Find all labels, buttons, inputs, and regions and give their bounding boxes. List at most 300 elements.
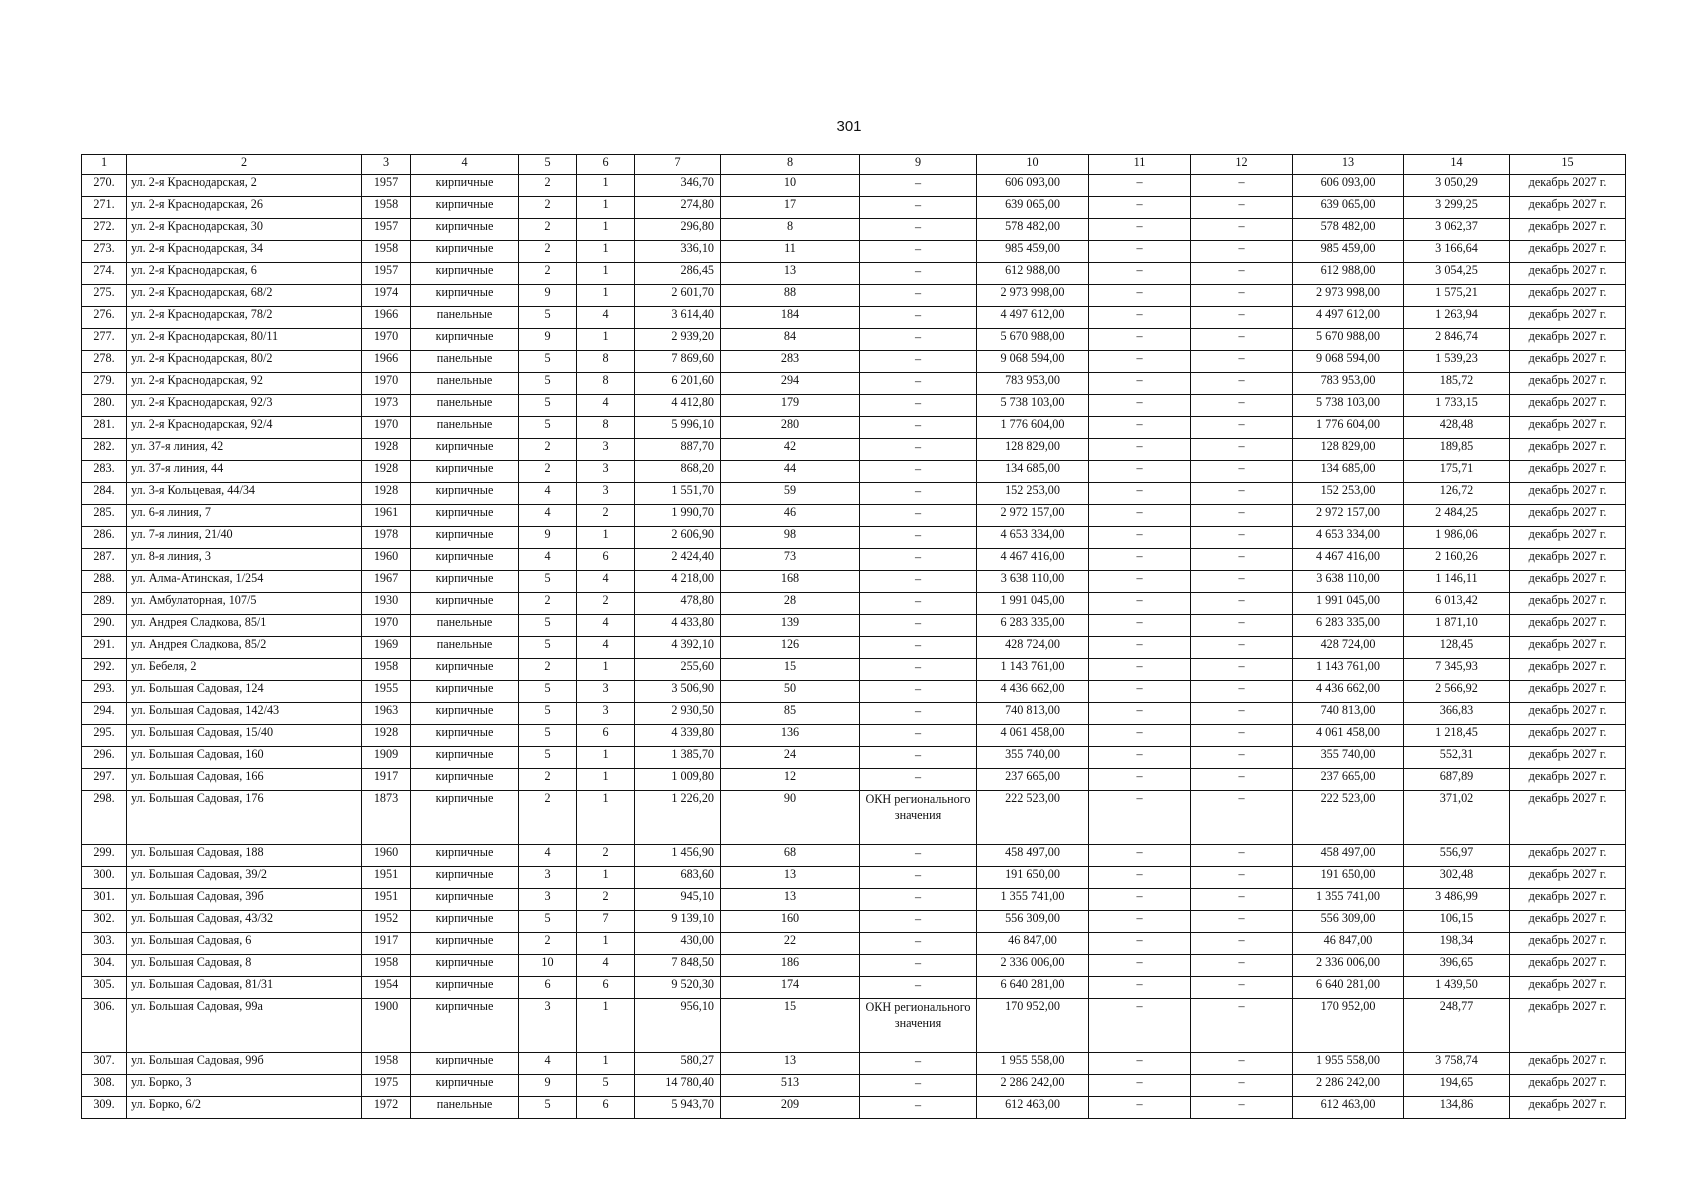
cell-residents: 126: [721, 637, 860, 659]
cell-area: 1 226,20: [635, 791, 721, 845]
cell-wall-material: кирпичные: [411, 593, 519, 615]
cell-cost-total: 5 670 988,00: [1293, 329, 1404, 351]
cell-cost-municipal: –: [1191, 219, 1293, 241]
cell-floors: 2: [519, 263, 577, 285]
cell-deadline: декабрь 2027 г.: [1510, 1097, 1626, 1119]
cell-cost-per-sqm: 2 160,26: [1404, 549, 1510, 571]
cell-deadline: декабрь 2027 г.: [1510, 615, 1626, 637]
cell-cost-per-sqm: 3 758,74: [1404, 1053, 1510, 1075]
cell-cost-regional: –: [1089, 527, 1191, 549]
cell-row-number: 271.: [82, 197, 127, 219]
cell-deadline: декабрь 2027 г.: [1510, 241, 1626, 263]
cell-row-number: 301.: [82, 889, 127, 911]
cell-heritage-status: –: [860, 373, 977, 395]
cell-residents: 15: [721, 659, 860, 681]
cell-floors: 4: [519, 845, 577, 867]
cell-address: ул. 2-я Краснодарская, 26: [127, 197, 362, 219]
cell-year: 1970: [362, 373, 411, 395]
cell-deadline: декабрь 2027 г.: [1510, 845, 1626, 867]
cell-deadline: декабрь 2027 г.: [1510, 659, 1626, 681]
cell-cost-regional: –: [1089, 977, 1191, 999]
table-row: [82, 373, 1626, 395]
table-row: [82, 593, 1626, 615]
cell-cost: 134 685,00: [977, 461, 1089, 483]
table-row: [82, 241, 1626, 263]
cell-area: 7 848,50: [635, 955, 721, 977]
cell-cost-municipal: –: [1191, 637, 1293, 659]
cell-cost-total: 578 482,00: [1293, 219, 1404, 241]
cell-residents: 46: [721, 505, 860, 527]
cell-heritage-status: –: [860, 571, 977, 593]
cell-floors: 9: [519, 329, 577, 351]
table-row: [82, 285, 1626, 307]
cell-cost: 639 065,00: [977, 197, 1089, 219]
cell-cost-total: 1 143 761,00: [1293, 659, 1404, 681]
column-header-10: 10: [977, 155, 1089, 175]
cell-area: 1 009,80: [635, 769, 721, 791]
cell-residents: 13: [721, 1053, 860, 1075]
cell-address: ул. 2-я Краснодарская, 68/2: [127, 285, 362, 307]
cell-row-number: 295.: [82, 725, 127, 747]
cell-residents: 73: [721, 549, 860, 571]
cell-cost: 458 497,00: [977, 845, 1089, 867]
cell-wall-material: кирпичные: [411, 219, 519, 241]
cell-cost-per-sqm: 3 486,99: [1404, 889, 1510, 911]
cell-cost-total: 191 650,00: [1293, 867, 1404, 889]
cell-cost: 2 972 157,00: [977, 505, 1089, 527]
cell-cost-regional: –: [1089, 747, 1191, 769]
cell-row-number: 275.: [82, 285, 127, 307]
cell-residents: 11: [721, 241, 860, 263]
cell-area: 255,60: [635, 659, 721, 681]
cell-wall-material: кирпичные: [411, 659, 519, 681]
cell-row-number: 281.: [82, 417, 127, 439]
cell-address: ул. 2-я Краснодарская, 78/2: [127, 307, 362, 329]
cell-cost-per-sqm: 189,85: [1404, 439, 1510, 461]
cell-cost: 191 650,00: [977, 867, 1089, 889]
cell-cost-total: 4 436 662,00: [1293, 681, 1404, 703]
cell-address: ул. 2-я Краснодарская, 80/11: [127, 329, 362, 351]
table-row: [82, 329, 1626, 351]
cell-cost-municipal: –: [1191, 571, 1293, 593]
cell-entrances: 5: [577, 1075, 635, 1097]
table-row: [82, 219, 1626, 241]
table-row: [82, 351, 1626, 373]
cell-cost-total: 606 093,00: [1293, 175, 1404, 197]
cell-row-number: 292.: [82, 659, 127, 681]
cell-cost-regional: –: [1089, 911, 1191, 933]
cell-row-number: 288.: [82, 571, 127, 593]
cell-year: 1966: [362, 351, 411, 373]
cell-cost-per-sqm: 2 484,25: [1404, 505, 1510, 527]
cell-cost-municipal: –: [1191, 977, 1293, 999]
cell-cost-per-sqm: 134,86: [1404, 1097, 1510, 1119]
cell-row-number: 306.: [82, 999, 127, 1053]
column-header-14: 14: [1404, 155, 1510, 175]
cell-cost-regional: –: [1089, 351, 1191, 373]
cell-row-number: 286.: [82, 527, 127, 549]
cell-heritage-status: –: [860, 593, 977, 615]
cell-cost-total: 355 740,00: [1293, 747, 1404, 769]
cell-entrances: 2: [577, 593, 635, 615]
cell-cost-regional: –: [1089, 417, 1191, 439]
cell-year: 1900: [362, 999, 411, 1053]
cell-year: 1951: [362, 867, 411, 889]
housing-registry-table: [81, 154, 1626, 1119]
cell-deadline: декабрь 2027 г.: [1510, 483, 1626, 505]
cell-area: 274,80: [635, 197, 721, 219]
cell-wall-material: кирпичные: [411, 977, 519, 999]
cell-entrances: 4: [577, 571, 635, 593]
cell-entrances: 4: [577, 615, 635, 637]
cell-entrances: 1: [577, 285, 635, 307]
cell-entrances: 6: [577, 1097, 635, 1119]
cell-residents: 68: [721, 845, 860, 867]
cell-deadline: декабрь 2027 г.: [1510, 439, 1626, 461]
cell-cost-total: 639 065,00: [1293, 197, 1404, 219]
cell-cost-per-sqm: 3 062,37: [1404, 219, 1510, 241]
cell-cost-regional: –: [1089, 395, 1191, 417]
cell-residents: 160: [721, 911, 860, 933]
cell-cost-total: 458 497,00: [1293, 845, 1404, 867]
cell-heritage-status: –: [860, 681, 977, 703]
cell-cost-per-sqm: 3 050,29: [1404, 175, 1510, 197]
cell-cost: 1 143 761,00: [977, 659, 1089, 681]
cell-entrances: 1: [577, 747, 635, 769]
cell-area: 580,27: [635, 1053, 721, 1075]
cell-year: 1957: [362, 175, 411, 197]
cell-year: 1928: [362, 439, 411, 461]
cell-deadline: декабрь 2027 г.: [1510, 1075, 1626, 1097]
cell-deadline: декабрь 2027 г.: [1510, 1053, 1626, 1075]
cell-cost-total: 3 638 110,00: [1293, 571, 1404, 593]
cell-wall-material: панельные: [411, 307, 519, 329]
cell-cost-municipal: –: [1191, 417, 1293, 439]
cell-area: 1 385,70: [635, 747, 721, 769]
cell-floors: 9: [519, 527, 577, 549]
cell-year: 1961: [362, 505, 411, 527]
cell-cost-total: 4 467 416,00: [1293, 549, 1404, 571]
cell-year: 1928: [362, 725, 411, 747]
cell-year: 1963: [362, 703, 411, 725]
cell-residents: 174: [721, 977, 860, 999]
cell-address: ул. Большая Садовая, 142/43: [127, 703, 362, 725]
cell-cost-municipal: –: [1191, 285, 1293, 307]
cell-wall-material: кирпичные: [411, 527, 519, 549]
cell-floors: 2: [519, 769, 577, 791]
cell-cost: 170 952,00: [977, 999, 1089, 1053]
table-row: [82, 615, 1626, 637]
cell-cost-regional: –: [1089, 1075, 1191, 1097]
cell-entrances: 1: [577, 527, 635, 549]
cell-entrances: 2: [577, 505, 635, 527]
cell-floors: 5: [519, 703, 577, 725]
cell-year: 1958: [362, 241, 411, 263]
cell-deadline: декабрь 2027 г.: [1510, 999, 1626, 1053]
cell-cost-total: 222 523,00: [1293, 791, 1404, 845]
cell-year: 1970: [362, 417, 411, 439]
cell-entrances: 1: [577, 659, 635, 681]
cell-heritage-status: ОКН регионального значения: [860, 791, 977, 845]
cell-cost-regional: –: [1089, 615, 1191, 637]
cell-heritage-status: –: [860, 197, 977, 219]
cell-residents: 280: [721, 417, 860, 439]
cell-cost-total: 2 336 006,00: [1293, 955, 1404, 977]
cell-residents: 186: [721, 955, 860, 977]
cell-floors: 5: [519, 307, 577, 329]
cell-cost-municipal: –: [1191, 769, 1293, 791]
cell-residents: 8: [721, 219, 860, 241]
cell-address: ул. 2-я Краснодарская, 80/2: [127, 351, 362, 373]
cell-year: 1978: [362, 527, 411, 549]
cell-entrances: 1: [577, 197, 635, 219]
cell-residents: 136: [721, 725, 860, 747]
table-row: [82, 307, 1626, 329]
cell-address: ул. Борко, 3: [127, 1075, 362, 1097]
cell-floors: 2: [519, 933, 577, 955]
cell-year: 1973: [362, 395, 411, 417]
cell-floors: 9: [519, 285, 577, 307]
cell-cost-regional: –: [1089, 681, 1191, 703]
cell-cost-per-sqm: 556,97: [1404, 845, 1510, 867]
cell-cost-municipal: –: [1191, 845, 1293, 867]
cell-deadline: декабрь 2027 г.: [1510, 395, 1626, 417]
cell-address: ул. Большая Садовая, 99б: [127, 1053, 362, 1075]
cell-area: 346,70: [635, 175, 721, 197]
column-header-2: 2: [127, 155, 362, 175]
cell-wall-material: кирпичные: [411, 933, 519, 955]
cell-area: 1 990,70: [635, 505, 721, 527]
cell-address: ул. 6-я линия, 7: [127, 505, 362, 527]
cell-area: 945,10: [635, 889, 721, 911]
column-header-11: 11: [1089, 155, 1191, 175]
cell-wall-material: кирпичные: [411, 911, 519, 933]
cell-wall-material: кирпичные: [411, 769, 519, 791]
cell-cost-municipal: –: [1191, 307, 1293, 329]
cell-cost-municipal: –: [1191, 263, 1293, 285]
cell-address: ул. Большая Садовая, 176: [127, 791, 362, 845]
cell-year: 1957: [362, 263, 411, 285]
cell-cost-per-sqm: 106,15: [1404, 911, 1510, 933]
cell-area: 286,45: [635, 263, 721, 285]
cell-heritage-status: –: [860, 615, 977, 637]
cell-cost-municipal: –: [1191, 439, 1293, 461]
cell-address: ул. 7-я линия, 21/40: [127, 527, 362, 549]
cell-floors: 5: [519, 373, 577, 395]
cell-row-number: 279.: [82, 373, 127, 395]
cell-row-number: 291.: [82, 637, 127, 659]
cell-cost: 4 061 458,00: [977, 725, 1089, 747]
cell-cost-regional: –: [1089, 307, 1191, 329]
cell-row-number: 289.: [82, 593, 127, 615]
cell-wall-material: кирпичные: [411, 175, 519, 197]
cell-cost-municipal: –: [1191, 1097, 1293, 1119]
cell-address: ул. Большая Садовая, 99а: [127, 999, 362, 1053]
cell-address: ул. Большая Садовая, 188: [127, 845, 362, 867]
cell-area: 868,20: [635, 461, 721, 483]
cell-heritage-status: –: [860, 329, 977, 351]
cell-row-number: 274.: [82, 263, 127, 285]
cell-wall-material: кирпичные: [411, 241, 519, 263]
cell-floors: 2: [519, 175, 577, 197]
cell-cost: 4 653 334,00: [977, 527, 1089, 549]
cell-cost-municipal: –: [1191, 703, 1293, 725]
cell-cost-municipal: –: [1191, 197, 1293, 219]
cell-area: 2 930,50: [635, 703, 721, 725]
cell-heritage-status: –: [860, 527, 977, 549]
cell-cost-regional: –: [1089, 955, 1191, 977]
cell-floors: 2: [519, 659, 577, 681]
cell-cost: 1 776 604,00: [977, 417, 1089, 439]
cell-deadline: декабрь 2027 г.: [1510, 571, 1626, 593]
cell-cost: 4 467 416,00: [977, 549, 1089, 571]
cell-floors: 5: [519, 615, 577, 637]
cell-area: 956,10: [635, 999, 721, 1053]
cell-address: ул. Большая Садовая, 39/2: [127, 867, 362, 889]
cell-cost: 783 953,00: [977, 373, 1089, 395]
cell-cost-total: 6 283 335,00: [1293, 615, 1404, 637]
table-row: [82, 911, 1626, 933]
cell-area: 5 943,70: [635, 1097, 721, 1119]
cell-deadline: декабрь 2027 г.: [1510, 637, 1626, 659]
cell-cost: 222 523,00: [977, 791, 1089, 845]
cell-cost-municipal: –: [1191, 681, 1293, 703]
cell-area: 887,70: [635, 439, 721, 461]
cell-entrances: 3: [577, 439, 635, 461]
cell-area: 336,10: [635, 241, 721, 263]
cell-cost-regional: –: [1089, 1053, 1191, 1075]
cell-cost: 2 286 242,00: [977, 1075, 1089, 1097]
cell-entrances: 8: [577, 373, 635, 395]
cell-cost: 428 724,00: [977, 637, 1089, 659]
cell-cost-regional: –: [1089, 373, 1191, 395]
cell-cost-regional: –: [1089, 999, 1191, 1053]
cell-residents: 209: [721, 1097, 860, 1119]
cell-residents: 85: [721, 703, 860, 725]
cell-cost-per-sqm: 2 566,92: [1404, 681, 1510, 703]
cell-cost: 556 309,00: [977, 911, 1089, 933]
cell-floors: 4: [519, 1053, 577, 1075]
cell-row-number: 294.: [82, 703, 127, 725]
cell-year: 1960: [362, 845, 411, 867]
cell-address: ул. 37-я линия, 42: [127, 439, 362, 461]
cell-wall-material: панельные: [411, 351, 519, 373]
table-row: [82, 527, 1626, 549]
cell-entrances: 1: [577, 263, 635, 285]
cell-cost: 606 093,00: [977, 175, 1089, 197]
table-row: [82, 461, 1626, 483]
cell-floors: 9: [519, 1075, 577, 1097]
cell-cost-per-sqm: 1 733,15: [1404, 395, 1510, 417]
cell-row-number: 305.: [82, 977, 127, 999]
cell-cost-total: 1 955 558,00: [1293, 1053, 1404, 1075]
cell-entrances: 1: [577, 329, 635, 351]
cell-wall-material: панельные: [411, 373, 519, 395]
cell-year: 1928: [362, 461, 411, 483]
cell-wall-material: кирпичные: [411, 725, 519, 747]
cell-floors: 4: [519, 483, 577, 505]
table-row: [82, 955, 1626, 977]
cell-wall-material: панельные: [411, 615, 519, 637]
cell-cost-per-sqm: 1 575,21: [1404, 285, 1510, 307]
cell-area: 2 606,90: [635, 527, 721, 549]
cell-cost-per-sqm: 552,31: [1404, 747, 1510, 769]
table-row: [82, 439, 1626, 461]
cell-residents: 88: [721, 285, 860, 307]
cell-floors: 4: [519, 505, 577, 527]
cell-deadline: декабрь 2027 г.: [1510, 681, 1626, 703]
cell-deadline: декабрь 2027 г.: [1510, 593, 1626, 615]
cell-floors: 5: [519, 681, 577, 703]
cell-row-number: 280.: [82, 395, 127, 417]
column-header-8: 8: [721, 155, 860, 175]
cell-area: 4 412,80: [635, 395, 721, 417]
cell-year: 1917: [362, 769, 411, 791]
cell-cost: 6 640 281,00: [977, 977, 1089, 999]
cell-heritage-status: –: [860, 285, 977, 307]
column-header-1: 1: [82, 155, 127, 175]
cell-residents: 513: [721, 1075, 860, 1097]
cell-entrances: 1: [577, 175, 635, 197]
cell-row-number: 304.: [82, 955, 127, 977]
cell-row-number: 303.: [82, 933, 127, 955]
cell-row-number: 273.: [82, 241, 127, 263]
cell-row-number: 270.: [82, 175, 127, 197]
cell-cost: 5 670 988,00: [977, 329, 1089, 351]
cell-cost-total: 170 952,00: [1293, 999, 1404, 1053]
cell-address: ул. 2-я Краснодарская, 2: [127, 175, 362, 197]
cell-floors: 2: [519, 461, 577, 483]
table-row: [82, 681, 1626, 703]
cell-cost-total: 9 068 594,00: [1293, 351, 1404, 373]
cell-heritage-status: –: [860, 241, 977, 263]
cell-deadline: декабрь 2027 г.: [1510, 351, 1626, 373]
cell-area: 2 939,20: [635, 329, 721, 351]
cell-row-number: 302.: [82, 911, 127, 933]
cell-cost-per-sqm: 175,71: [1404, 461, 1510, 483]
cell-cost: 612 988,00: [977, 263, 1089, 285]
cell-floors: 5: [519, 911, 577, 933]
cell-cost-regional: –: [1089, 659, 1191, 681]
cell-year: 1954: [362, 977, 411, 999]
cell-heritage-status: –: [860, 395, 977, 417]
cell-cost-municipal: –: [1191, 527, 1293, 549]
cell-wall-material: кирпичные: [411, 571, 519, 593]
cell-address: ул. 8-я линия, 3: [127, 549, 362, 571]
cell-floors: 2: [519, 791, 577, 845]
cell-cost-regional: –: [1089, 549, 1191, 571]
cell-entrances: 1: [577, 241, 635, 263]
cell-cost-municipal: –: [1191, 911, 1293, 933]
cell-floors: 5: [519, 395, 577, 417]
cell-cost-per-sqm: 2 846,74: [1404, 329, 1510, 351]
cell-cost-municipal: –: [1191, 889, 1293, 911]
cell-deadline: декабрь 2027 г.: [1510, 307, 1626, 329]
cell-deadline: декабрь 2027 г.: [1510, 373, 1626, 395]
cell-heritage-status: –: [860, 483, 977, 505]
cell-cost: 152 253,00: [977, 483, 1089, 505]
table-row: [82, 999, 1626, 1053]
cell-year: 1958: [362, 659, 411, 681]
cell-entrances: 3: [577, 681, 635, 703]
cell-address: ул. Большая Садовая, 160: [127, 747, 362, 769]
cell-cost: 1 955 558,00: [977, 1053, 1089, 1075]
cell-wall-material: панельные: [411, 637, 519, 659]
cell-cost-per-sqm: 1 263,94: [1404, 307, 1510, 329]
cell-address: ул. Борко, 6/2: [127, 1097, 362, 1119]
cell-area: 6 201,60: [635, 373, 721, 395]
cell-area: 4 433,80: [635, 615, 721, 637]
